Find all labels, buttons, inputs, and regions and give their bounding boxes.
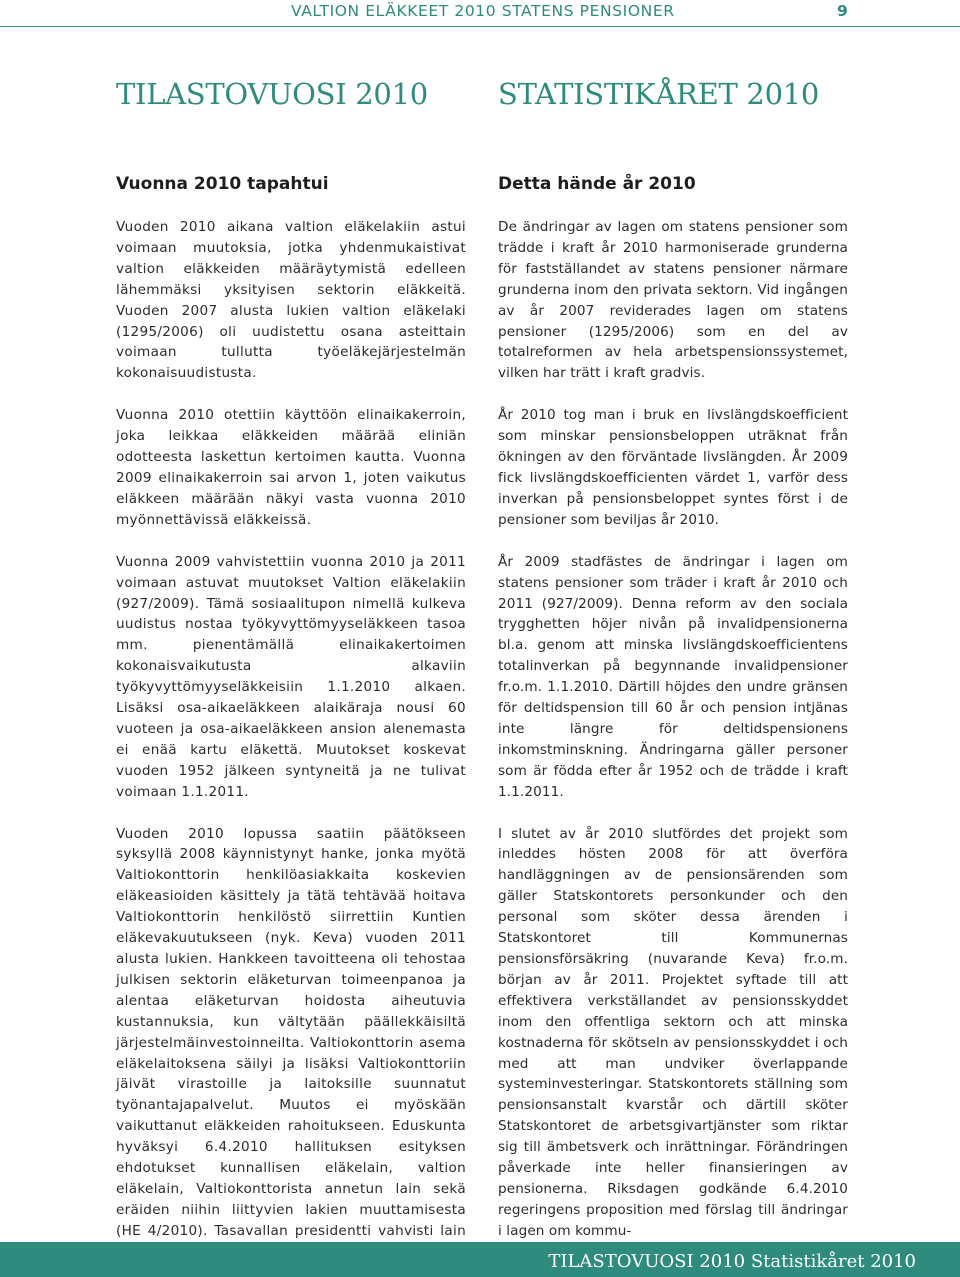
finnish-column [116, 173, 466, 1263]
swedish-paragraph-4: I slutet av år 2010 slutfördes det projekt som inleddes hösten 2008 för att överföra handläggningen av de pensionsärenden som gäller Statskontorets personkunder och den personal som sköter dessa ärenden i Statskontoret till Kommunernas pensionsförsäkring (nuvarande Keva) fr.o.m. början av år 2011. Projektet syftade till att effektivera verkställandet av pensionsskyddet inom den offentliga sektorn och att minska kostnaderna för skötseln av pensionsskyddet i och med att man undviker överlappande systeminvesteringar. Statskontorets ställning som pensionsanstalt kvarstår och därtill sköter Statskontoret de arbetsgivartjänster som riktar sig till ämbetsverk och inrättningar. Förändringen påverkade inte heller finansieringen av pensionerna. Riksdagen godkände 6.4.2010 regeringens proposition med förslag till ändringar i lagen om kommu- [498, 825, 848, 1239]
swedish-subheading: Detta hände år 2010 [498, 174, 696, 194]
finnish-paragraph-3: Vuonna 2009 vahvistettiin vuonna 2010 ja 2011 voimaan astuvat muutokset Valtion eläkelakiin (927/2009). Tämä sosiaalitupon nimellä kulkeva uudistus nostaa työkyvyttömyyseläkkeen tasoa mm. pienentämällä elinaikakertoimen kokonaisvaikutusta alkaviin työkyvyttömyyseläkkeisiin 1.1.2010 alkaen. Lisäksi osa-aikaeläkkeen alaikäraja nousi 60 vuoteen ja osa-aikaeläkkeen ansion alenemasta ei enää kartu eläkettä. Muutokset koskevat vuoden 1952 jälkeen syntyneitä ja ne tulivat voimaan 1.1.2011. [116, 553, 466, 800]
finnish-section-title: TILASTOVUOSI 2010 [116, 77, 428, 111]
swedish-section-title: STATISTIKÅRET 2010 [498, 77, 820, 111]
finnish-paragraph-2: Vuonna 2010 otettiin käyttöön elinaikakerroin, joka leikkaa eläkkeiden määrää eliniän odotteesta laskettun kertoimen kautta. Vuonna 2009 elinaikakerroin sai arvon 1, joten vaikutus eläkkeen määrään näkyi vasta vuonna 2010 myönnettävissä eläkkeissä. [116, 407, 466, 528]
page-header [0, 0, 960, 27]
swedish-paragraph-2: År 2010 tog man i bruk en livslängdskoefficient som minskar pensionsbeloppen uträknat från ökningen av den förväntade livslängden. År 2009 fick livslängdskoefficienten värdet 1, varför dess inverkan på pensionsbeloppet syntes först i de pensioner som beviljas år 2010. [498, 407, 848, 528]
running-header-title: VALTION ELÄKKEET 2010 STATENS PENSIONER [291, 2, 675, 20]
swedish-paragraph-1: De ändringar av lagen om statens pensioner som trädde i kraft år 2010 harmoniserade grunderna för fastställandet av statens pensioner närmare grunderna inom den privata sektorn. Vid ingången av år 2007 reviderades lagen om statens pensioner (1295/2006) som en del av totalreformen av hela arbetspensionssystemet, vilken har trätt i kraft gradvis. [498, 219, 848, 382]
swedish-column [498, 173, 848, 1242]
page-number: 9 [837, 2, 848, 20]
footer-title: TILASTOVUOSI 2010 Statistikåret 2010 [548, 1251, 916, 1272]
page-footer [0, 1242, 960, 1277]
swedish-paragraph-3: År 2009 stadfästes de ändringar i lagen om statens pensioner som träder i kraft år 2010 och 2011 (927/2009). Denna reform av den sociala trygghetten höjer nivån på invalidpensionerna bl.a. genom att minska livslängdskoefficientens totalinverkan på begynnande invalidpensioner fr.o.m. 1.1.2010. Därtill höjdes den undre gränsen för deltidspension till 60 år och pension intjänas inte längre för deltidspensionens inkomstminskning. Ändringarna gäller personer som är födda efter år 1952 och de trädde i kraft 1.1.2011. [498, 553, 848, 800]
finnish-paragraph-1: Vuoden 2010 aikana valtion eläkelakiin astui voimaan muutoksia, jotka yhdenmukaistivat valtion eläkkeiden määräytymistä edelleen lähemmäksi yksityisen sektorin eläkkeitä. Vuoden 2007 alusta lukien valtion eläkelaki (1295/2006) oli uudistettu osana asteittain voimaan tullutta työeläkejärjestelmän kokonaisuudistusta. [116, 219, 466, 382]
finnish-subheading: Vuonna 2010 tapahtui [116, 174, 329, 194]
finnish-paragraph-4: Vuoden 2010 lopussa saatiin päätökseen syksyllä 2008 käynnistynyt hanke, jonka myötä Valtiokonttorin henkilöasiakkaita koskevien eläkeasioiden käsittely ja tätä tehtävää hoitava Valtiokonttorin henkilöstö siirrettiin Kuntien eläkevakuutukseen (nyk. Keva) vuoden 2011 alusta lukien. Hankkeen tavoitteena oli tehostaa julkisen sektorin eläketurvan toimeenpanoa ja alentaa eläketurvan hoidosta aiheutuvia kustannuksia, kun vältytään päällekkäisiltä järjestelmäinvestoinneilta. Valtiokonttorin asema eläkelaitoksena säilyi ja lisäksi Valtiokonttoriin jäivät virastoille ja laitoksille suunnatut työnantajapalvelut. Muutos ei myöskään vaikuttanut eläkkeiden rahoitukseen. Eduskunta hyväksyi 6.4.2010 hallituksen esityksen ehdotukset kunnallisen eläkelain, valtion eläkelain, Valtiokonttorista annetun lain sekä eräiden niihin liittyvien lakien muuttamisesta (HE 4/2010). Tasavallan presidentti vahvisti lain [116, 825, 466, 1239]
